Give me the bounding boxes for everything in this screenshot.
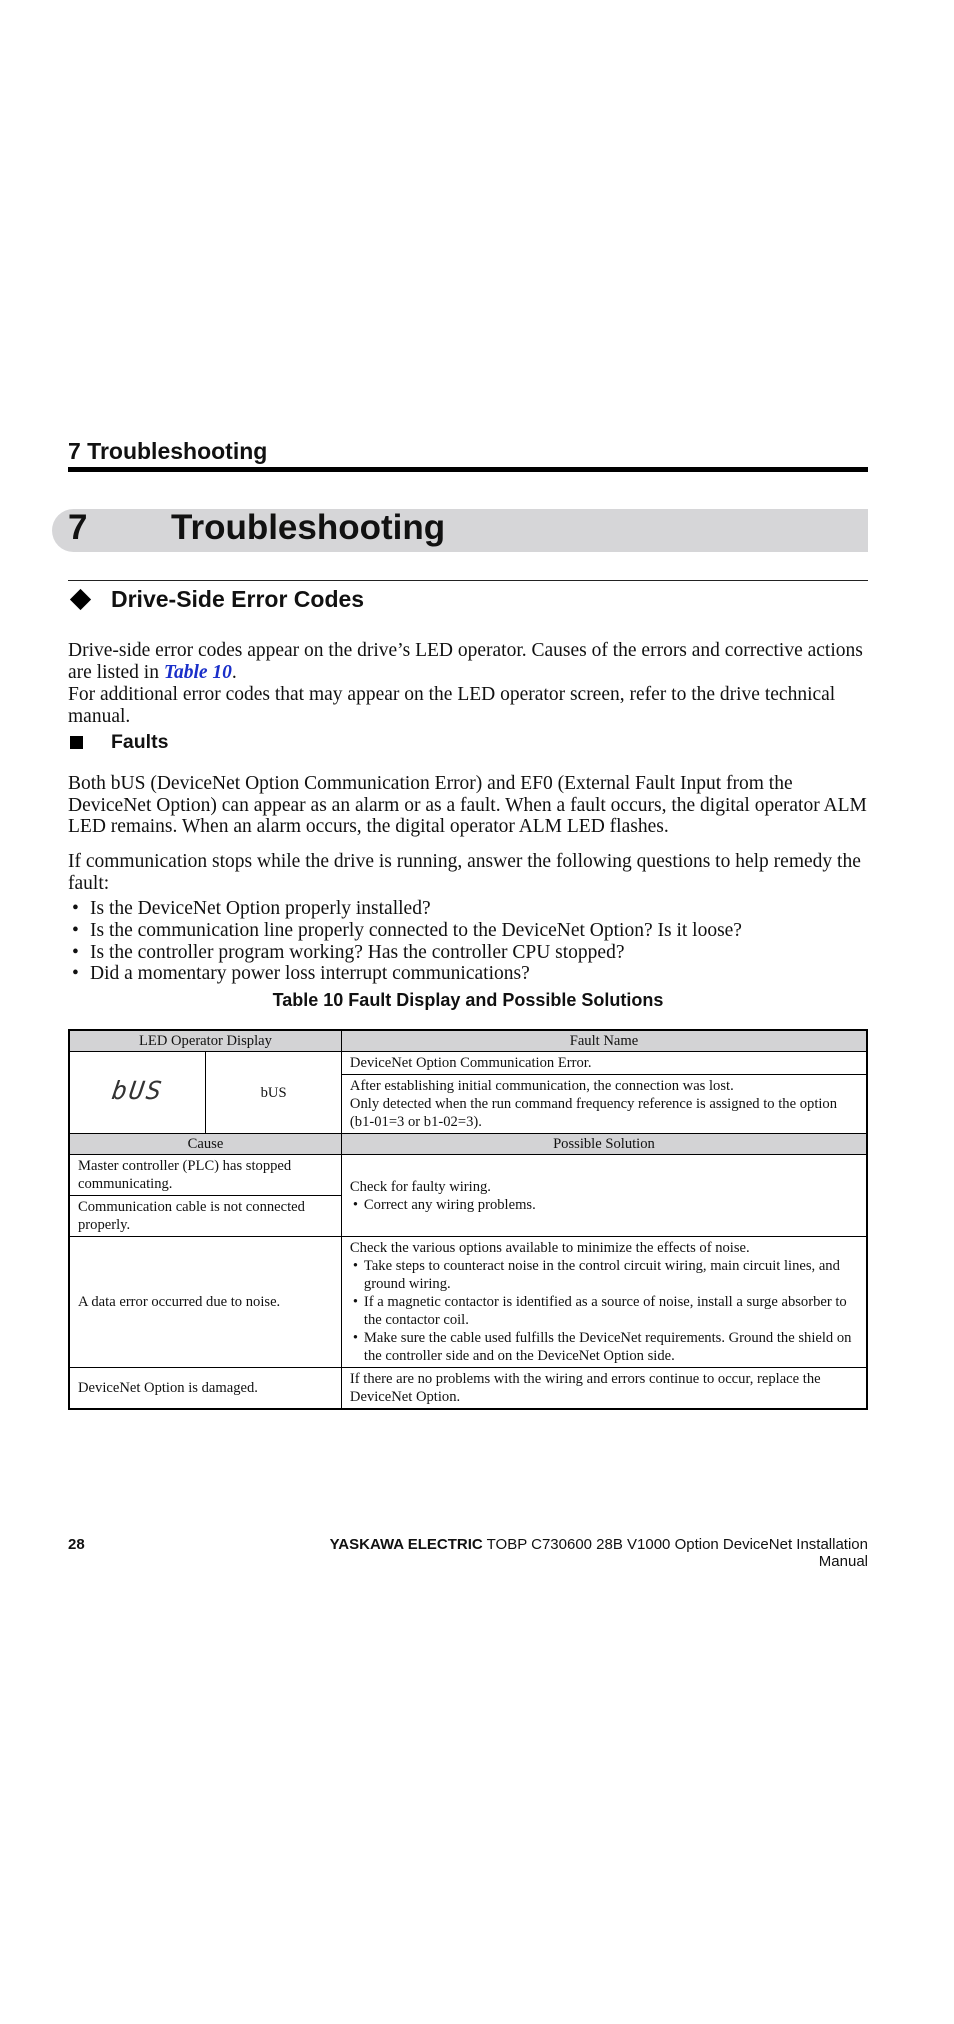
chapter-number: 7 (68, 508, 88, 547)
solution-title: Check the various options available to minimize the effects of noise. (349, 1240, 750, 1256)
fault-description-line: Only detected when the run command frequency reference is assigned to the option (b1-01=3 or b1-02=3). (349, 1096, 838, 1130)
question-item: • Did a momentary power loss interrupt communications? (68, 963, 868, 985)
faults-paragraph-2: If communication stops while the drive is running, answer the following questions to help remedy the fault: (68, 851, 861, 894)
section-heading (68, 586, 364, 613)
cause-cell: A data error occurred due to noise. (69, 1237, 341, 1368)
led-display-text: bUS (206, 1052, 342, 1134)
solution-cell: If there are no problems with the wiring and errors continue to occur, replace the DeviceNet Option. (341, 1368, 867, 1410)
solution-item: • Correct any wiring problems. (350, 1196, 858, 1214)
solution-list (350, 1257, 858, 1365)
question-item: • Is the DeviceNet Option properly installed? (68, 898, 868, 920)
table-row (69, 1052, 867, 1075)
table-header-row (69, 1030, 867, 1052)
section-intro (68, 640, 868, 683)
square-bullet-icon (70, 736, 83, 749)
cause-cell: Communication cable is not connected properly. (69, 1196, 341, 1237)
header-cause: Cause (69, 1134, 341, 1155)
chapter-rule (68, 580, 868, 581)
chapter-title: Troubleshooting (171, 508, 446, 547)
cause-cell: DeviceNet Option is damaged. (69, 1368, 341, 1410)
solution-cell (341, 1155, 867, 1237)
solution-item: • Make sure the cable used fulfills the DeviceNet requirements. Ground the shield on the controller side and on the DeviceNet Option side. (350, 1329, 858, 1365)
table-row (69, 1155, 867, 1196)
running-head-rule (68, 467, 868, 472)
header-fault-name: Fault Name (341, 1030, 867, 1052)
fault-description-line: After establishing initial communication, the connection was lost. (349, 1078, 734, 1094)
header-solution: Possible Solution (341, 1134, 867, 1155)
diamond-bullet-icon (70, 589, 91, 610)
table-caption: Table 10 Fault Display and Possible Solutions (272, 990, 664, 1010)
footer-brand: YASKAWA ELECTRIC (329, 1536, 483, 1553)
question-list (68, 898, 868, 985)
solution-item: • Take steps to counteract noise in the control circuit wiring, main circuit lines, and ground wiring. (350, 1257, 858, 1293)
led-display-glyph-cell (69, 1052, 206, 1134)
cause-cell: Master controller (PLC) has stopped communicating. (69, 1155, 341, 1196)
fault-description (341, 1075, 867, 1134)
solution-title: Check for faulty wiring. (349, 1178, 491, 1195)
fault-table (68, 1029, 868, 1410)
solution-item: • If a magnetic contactor is identified as a source of noise, install a surge absorber to the contactor coil. (350, 1293, 858, 1329)
faults-paragraph-1: Both bUS (DeviceNet Option Communication Error) and EF0 (External Fault Input from the DeviceNet Option) can appear as an alarm or as a fault. When a fault occurs, the digital operator ALM LED remains. When an alarm occurs, the digital operator ALM LED flashes. (68, 773, 867, 838)
table-10-link[interactable]: Table 10 (163, 661, 232, 683)
intro-text: Drive-side error codes appear on the drive’s LED operator. Causes of the errors and corrective actions are listed in (68, 640, 863, 683)
faults-heading (68, 731, 168, 754)
faults-title: Faults (111, 731, 169, 753)
footer-doc-title: TOBP C730600 28B V1000 Option DeviceNet Installation Manual (482, 1536, 868, 1570)
intro-end: . (231, 661, 237, 683)
question-item: • Is the communication line properly connected to the DeviceNet Option? Is it loose? (68, 920, 868, 942)
section-intro-2: For additional error codes that may appear on the LED operator screen, refer to the drive technical manual. (68, 684, 836, 727)
section-title: Drive-Side Error Codes (111, 586, 365, 612)
footer (300, 1536, 868, 1570)
solution-cell (341, 1237, 867, 1368)
question-item: • Is the controller program working? Has the controller CPU stopped? (68, 942, 868, 964)
fault-name: DeviceNet Option Communication Error. (341, 1052, 867, 1075)
table-row (69, 1368, 867, 1410)
running-head: 7 Troubleshooting (68, 438, 268, 464)
page-number: 28 (68, 1536, 85, 1553)
table-header-row (69, 1134, 867, 1155)
led-segment-display: bUS (110, 1075, 166, 1105)
solution-list (350, 1196, 858, 1214)
table-row (69, 1237, 867, 1368)
header-led-display: LED Operator Display (69, 1030, 341, 1052)
